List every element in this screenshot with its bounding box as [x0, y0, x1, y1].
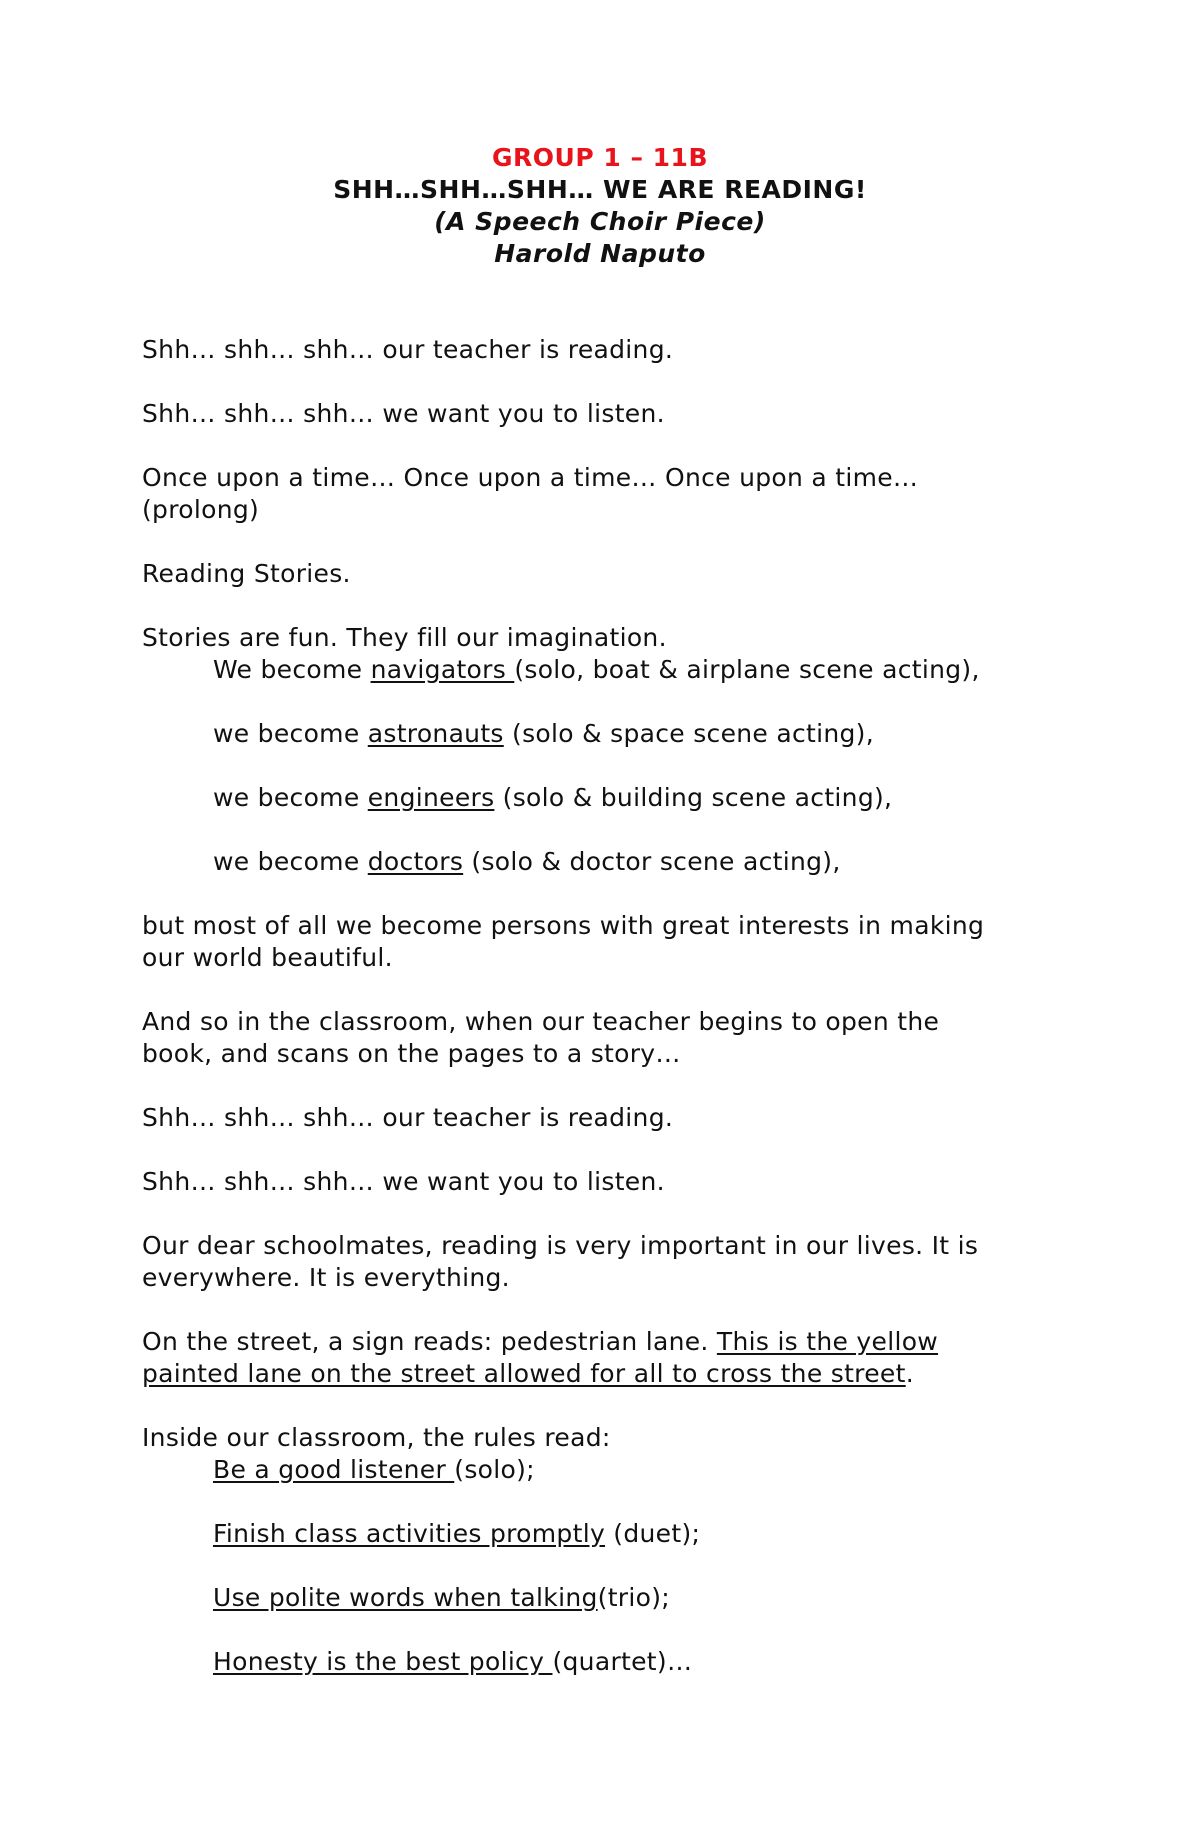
paragraph-line: Reading Stories.	[142, 559, 351, 588]
paragraph-line: book, and scans on the pages to a story…	[142, 1039, 681, 1068]
paragraph-line: everywhere. It is everything.	[142, 1263, 510, 1292]
author-name: Harold Naputo	[494, 239, 706, 268]
role-line	[213, 654, 980, 686]
rule-underlined: Honesty is the best policy	[213, 1647, 553, 1676]
rule-note: (quartet)…	[552, 1647, 693, 1676]
paragraph-line: Shh… shh… shh… we want you to listen.	[142, 1167, 665, 1196]
role-note: (solo & space scene acting),	[503, 719, 874, 748]
role-note: (solo & doctor scene acting),	[463, 847, 841, 876]
role-line	[213, 718, 874, 750]
punctuation: .	[905, 1359, 914, 1388]
paragraph-line: Shh… shh… shh… our teacher is reading.	[142, 1103, 674, 1132]
rule-underlined: Finish class activities promptly	[213, 1519, 606, 1548]
role-prefix: we become	[213, 847, 368, 876]
role-prefix: We become	[213, 655, 371, 684]
role-line	[213, 846, 841, 878]
paragraph-line: Shh… shh… shh… we want you to listen.	[142, 399, 665, 428]
rule-note: (trio);	[597, 1583, 670, 1612]
document-subtitle: (A Speech Choir Piece)	[434, 207, 766, 236]
rule-underlined: Use polite words when talking	[213, 1583, 598, 1612]
street-sign-text: On the street, a sign reads: pedestrian lane.	[142, 1327, 717, 1356]
rule-note: (duet);	[605, 1519, 701, 1548]
role-underlined: engineers	[367, 783, 495, 812]
rule-line	[213, 1582, 670, 1614]
underlined-text: painted lane on the street allowed for all to cross the street	[142, 1359, 906, 1388]
rule-note: (solo);	[454, 1455, 535, 1484]
paragraph-line: Our dear schoolmates, reading is very important in our lives. It is	[142, 1231, 979, 1260]
role-underlined: navigators	[370, 655, 515, 684]
underlined-text: This is the yellow	[716, 1327, 939, 1356]
rule-line	[213, 1454, 535, 1486]
rule-line	[213, 1646, 692, 1678]
role-prefix: we become	[213, 719, 368, 748]
role-underlined: astronauts	[367, 719, 504, 748]
paragraph-line: Inside our classroom, the rules read:	[142, 1423, 611, 1452]
paragraph-line: Once upon a time… Once upon a time… Once upon a time…	[142, 463, 919, 492]
role-note: (solo, boat & airplane scene acting),	[514, 655, 980, 684]
paragraph-line: but most of all we become persons with great interests in making	[142, 911, 985, 940]
rule-line	[213, 1518, 700, 1550]
document-title: SHH…SHH…SHH… WE ARE READING!	[333, 175, 867, 204]
role-prefix: we become	[213, 783, 368, 812]
paragraph-line: (prolong)	[142, 495, 260, 524]
role-line	[213, 782, 892, 814]
paragraph-line	[142, 1358, 914, 1390]
paragraph-line: Stories are fun. They fill our imagination.	[142, 623, 667, 652]
group-heading: GROUP 1 – 11B	[492, 143, 708, 172]
paragraph-line: Shh… shh… shh… our teacher is reading.	[142, 335, 674, 364]
paragraph-line: our world beautiful.	[142, 943, 393, 972]
paragraph-line: And so in the classroom, when our teacher begins to open the	[142, 1007, 940, 1036]
role-underlined: doctors	[367, 847, 464, 876]
role-note: (solo & building scene acting),	[494, 783, 893, 812]
paragraph-line	[142, 1326, 938, 1358]
rule-underlined: Be a good listener	[213, 1455, 455, 1484]
